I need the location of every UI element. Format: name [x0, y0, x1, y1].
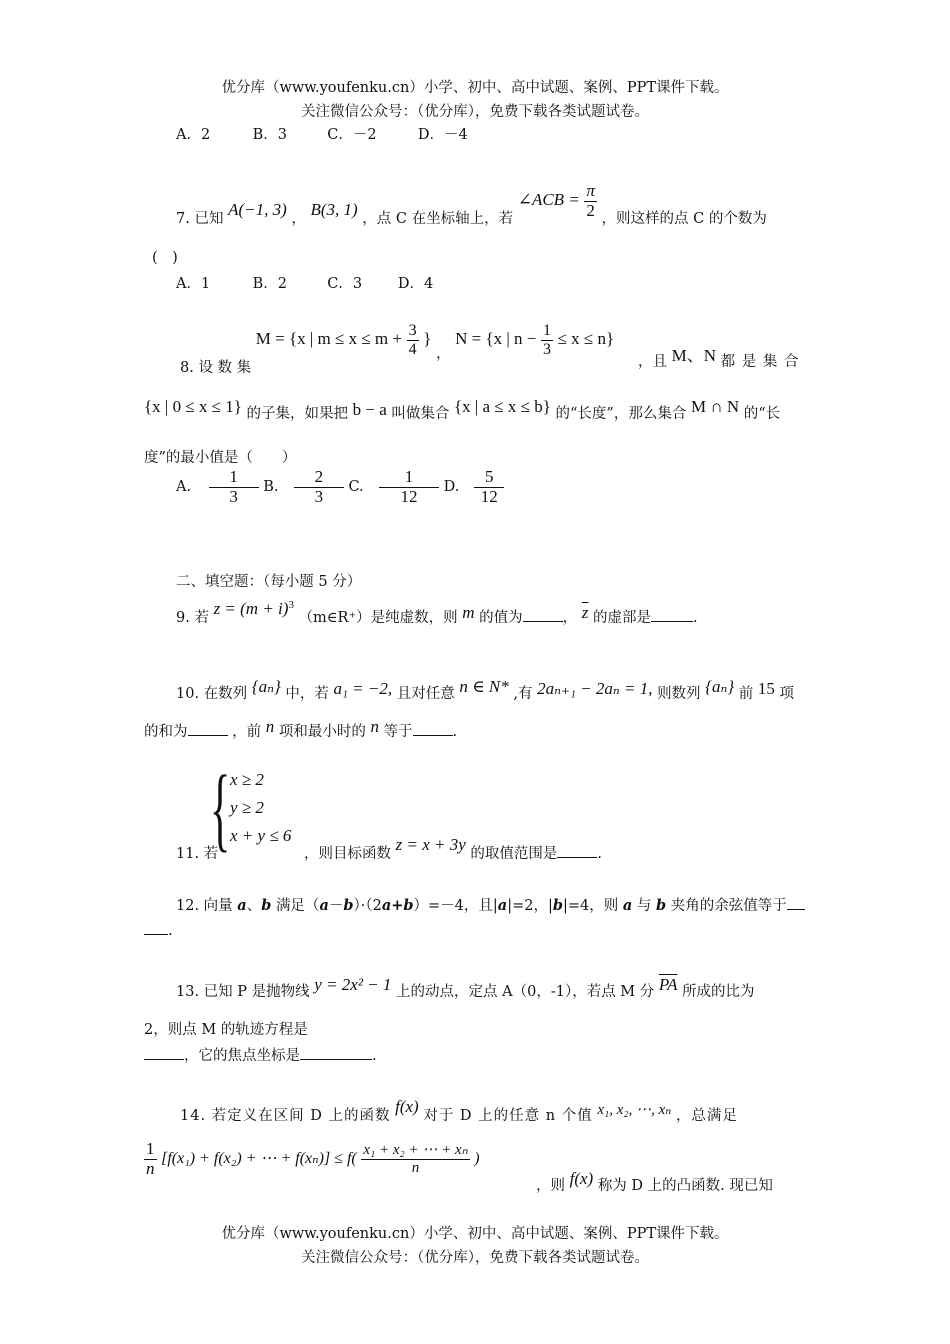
q10-n-in-n: n ∈ N*: [459, 677, 509, 696]
q10-prefix: 10. 在数列: [176, 686, 248, 702]
q7-comma: ，: [291, 211, 306, 228]
q10-line2d: 等于: [383, 724, 413, 740]
q13-vector-pa: $\overline{PA}$: [658, 975, 678, 994]
q10-text6: 项: [779, 686, 794, 702]
q9-blank-2[interactable]: [651, 607, 693, 622]
q12-a2: a: [622, 897, 633, 914]
q8-option-a-label: A.: [176, 479, 192, 496]
q13-blank-1[interactable]: [144, 1045, 184, 1060]
q10-line2a: 的和为: [144, 724, 188, 740]
q12-b2: b: [656, 897, 667, 914]
q11-system: [230, 766, 291, 850]
q12-line-2: [144, 920, 173, 939]
q12-blank-a[interactable]: [787, 895, 805, 910]
q9-m: m: [462, 603, 475, 622]
q7-text1: ，点 C 在坐标轴上，若: [362, 211, 514, 228]
question-7: [176, 181, 767, 238]
q7-point-b: B(3, 1): [310, 200, 358, 220]
q14-prefix: 14. 若定义在区间 D 上的函数: [180, 1108, 391, 1124]
question-9: [176, 599, 698, 627]
q11-prefix: 11. 若: [176, 846, 219, 862]
q11-text2: 的取值范围是: [470, 846, 558, 862]
q6-options: [176, 123, 468, 144]
question-10-line-2: [144, 717, 458, 741]
q13-text1: 上的动点，定点 A（0，-1），若点 M 分: [396, 984, 655, 1000]
q8-text4: 叫做集合: [391, 406, 450, 422]
q8-set-m-close: }: [423, 329, 432, 349]
q8-set-n: N = {x | n −: [455, 329, 537, 349]
q9-text1: 的值为: [479, 610, 523, 626]
q14-xs: x₁, x₂, ⋯, xₙ: [597, 1102, 672, 1118]
q7-prefix: 7. 已知: [176, 211, 224, 228]
q8-line-3: 度”的最小值是（ ）: [144, 450, 297, 466]
q9-exponent: 3: [288, 599, 294, 612]
q14-fx: f(x): [395, 1097, 419, 1116]
q8-option-a-value: $\frac{1}{3}$: [209, 468, 259, 506]
q9-end: .: [692, 610, 698, 626]
q8-frac-3-4: $\frac{3}{4}$: [408, 322, 417, 358]
header-line-1: 优分库（www.youfenku.cn）小学、初中、高中试题、案例、PPT课件下载。: [221, 80, 729, 96]
q11-brace: {: [210, 757, 231, 861]
q14-fx-2: f(x): [569, 1169, 594, 1188]
q8-comma: ，: [436, 346, 451, 363]
q8-text6: 的“长: [743, 406, 781, 422]
q9-comma: ，: [562, 610, 578, 626]
q10-a1: a₁ = −2,: [333, 679, 393, 698]
q13-line3b: ，它的焦点坐标是: [184, 1048, 300, 1064]
q8-text5: 的“长度”，那么集合: [555, 406, 687, 422]
question-13-line-1: [176, 975, 755, 1001]
q9-prefix: 9. 若: [176, 610, 209, 626]
q8-prefix: 8. 设 数 集: [180, 360, 252, 377]
q8-set-ab: {x | a ≤ x ≤ b}: [453, 397, 551, 416]
q10-n-1: n: [265, 717, 275, 736]
question-14-line-2-tail: [536, 1169, 773, 1195]
q8-text1: ，且: [638, 354, 667, 370]
q12-t3: ）=－4，且|: [413, 898, 498, 914]
q12-t5: |=4，则: [563, 898, 619, 914]
q14-text4: 称为 D 上的凸函数. 现已知: [597, 1178, 773, 1194]
q8-option-d-value: $\frac{5}{12}$: [474, 468, 504, 506]
q8-b-minus-a: b − a: [352, 400, 387, 419]
q8-option-d-label: D.: [443, 479, 460, 496]
q14-ineq-close: ): [474, 1150, 480, 1168]
q11-constraint-2: y ≥ 2: [230, 798, 264, 817]
q8-line-1-tail: [638, 346, 799, 371]
question-13-line-3: [144, 1044, 377, 1065]
q8-intersection: M ∩ N: [690, 397, 740, 416]
q8-frac-1-3: $\frac{1}{3}$: [542, 322, 551, 358]
q7-option-b: B．2: [252, 276, 287, 292]
q10-text2: 且对任意: [396, 686, 455, 702]
q12-t6: 与: [636, 898, 652, 914]
q6-option-a: A．2: [176, 127, 211, 143]
q7-options: [176, 272, 433, 293]
footer-line-2: 关注微信公众号：（优分库），免费下载各类试题试卷。: [301, 1250, 649, 1266]
q13-curve: y = 2x² − 1: [314, 975, 392, 994]
q12-prefix: 12. 向量: [176, 898, 233, 914]
q8-options: [176, 468, 504, 528]
q12-t4: |=2，|: [507, 898, 553, 914]
q10-recurrence: 2aₙ₊₁ − 2aₙ = 1,: [537, 679, 653, 698]
q8-set-01: {x | 0 ≤ x ≤ 1}: [144, 397, 242, 416]
q14-text2: ，总满足: [675, 1108, 738, 1124]
q11-constraint-1: x ≥ 2: [230, 770, 264, 789]
q14-one-over-n: $\frac{1}{n}$: [146, 1139, 155, 1178]
q7-angle: ∠ACB =: [517, 190, 580, 210]
q12-end: .: [168, 923, 173, 939]
q10-text1: 中，若: [285, 686, 329, 702]
q12-norm-b: b: [552, 897, 563, 914]
q12-t2: ）·（2: [353, 898, 382, 914]
q11-constraint-3: x + y ≤ 6: [230, 826, 292, 845]
q12-amb-a: a: [319, 897, 329, 914]
q10-line2c: 项和最小时的: [278, 724, 366, 740]
q10-line2b: ，前: [232, 724, 262, 740]
q8-text2: 都 是 集 合: [720, 354, 800, 370]
q10-text4: 则数列: [657, 686, 701, 702]
q13-prefix: 13. 已知 P 是抛物线: [176, 984, 310, 1000]
q6-option-b: B．3: [252, 127, 287, 143]
q7-option-d: D．4: [397, 276, 434, 292]
q12-blank-b[interactable]: [144, 920, 168, 935]
q8-option-b-value: $\frac{2}{3}$: [294, 468, 344, 506]
q13-blank-2[interactable]: [300, 1045, 372, 1060]
header-line-2: 关注微信公众号：（优分库），免费下载各类试题试卷。: [301, 104, 649, 120]
q12-t7: 夹角的余弦值等于: [670, 898, 787, 914]
q12-t1: 满足（: [275, 898, 320, 914]
q12-apb-b: b: [403, 897, 414, 914]
q14-text3: ，则: [536, 1178, 565, 1194]
q10-fifteen: 15: [757, 679, 775, 698]
q9-cond: （m∈R⁺）是纯虚数，则: [298, 610, 458, 626]
q10-end: .: [452, 724, 458, 740]
q10-blank-1[interactable]: [188, 721, 228, 736]
q12-plus: +: [391, 897, 404, 914]
question-8-line-1: [180, 322, 615, 377]
q13-text2: 所成的比为: [682, 984, 755, 1000]
q12-norm-a: a: [497, 897, 508, 914]
q10-text5: 前: [738, 686, 754, 702]
question-10-line-1: [176, 677, 794, 703]
q10-n-2: n: [370, 717, 379, 736]
q11-text1: ，则目标函数: [304, 846, 391, 862]
q10-an: {aₙ}: [251, 677, 281, 696]
q8-option-c-value: $\frac{1}{12}$: [379, 468, 439, 506]
q13-end: .: [372, 1048, 377, 1064]
question-12: [176, 894, 805, 915]
q7-paren: ( ): [152, 250, 178, 266]
q11-end: .: [597, 846, 602, 862]
q8-text3: 的子集，如果把: [246, 406, 348, 422]
q13-line-2: 2，则点 M 的轨迹方程是: [144, 1022, 308, 1038]
q8-option-c-label: C.: [348, 479, 364, 496]
q10-an-2: {aₙ}: [705, 677, 735, 696]
q12-sep: 、: [246, 898, 262, 914]
q11-objective: z = x + 3y: [395, 835, 466, 854]
footer-line-1: 优分库（www.youfenku.cn）小学、初中、高中试题、案例、PPT课件下载。: [221, 1226, 729, 1242]
q9-expr: z = (m + i): [213, 599, 289, 618]
q9-blank-1[interactable]: [523, 607, 563, 622]
q12-vec-a: a: [237, 897, 247, 914]
section-2-title: 二、填空题：（每小题 5 分）: [176, 574, 362, 590]
q14-text1: 对于 D 上的任意 n 个值: [423, 1108, 593, 1124]
q12-amb-b: b: [343, 897, 354, 914]
q8-set-n-close: ≤ x ≤ n}: [557, 329, 615, 349]
q14-ineq-left: [f(x₁) + f(x₂) + ⋯ + f(xₙ)] ≤ f(: [161, 1150, 357, 1168]
question-14-line-2: [144, 1140, 480, 1190]
q12-vec-b: b: [261, 897, 272, 914]
q7-option-a: A．1: [176, 276, 211, 292]
q14-mean-frac: $\frac{\text{x₁ + x₂ + ⋯ + xₙ}}{n}$: [363, 1142, 468, 1176]
q8-set-m: M = {x | m ≤ x ≤ m +: [255, 329, 402, 349]
q8-option-b-label: B.: [263, 479, 279, 496]
q10-text3: ,有: [513, 686, 533, 702]
q9-text2: 的虚部是: [592, 610, 651, 626]
q7-pi-over-2: $\frac{\pi}{2}$: [586, 181, 595, 220]
q6-option-d: D．－4: [417, 127, 468, 143]
question-8-line-2: [144, 397, 781, 423]
q6-option-c: C．－2: [327, 127, 377, 143]
q11-blank[interactable]: [557, 843, 597, 858]
q7-point-a: A(−1, 3): [228, 200, 287, 220]
q12-minus: －: [328, 898, 344, 914]
q8-mn: M、N: [671, 346, 717, 365]
question-14-line-1: [180, 1097, 738, 1125]
question-11-tail: [304, 835, 602, 863]
q10-blank-2[interactable]: [413, 721, 453, 736]
q12-apb-a: a: [381, 897, 392, 914]
q9-zbar: $\overline{z}$: [581, 603, 589, 622]
q7-option-c: C．3: [327, 276, 363, 292]
q7-text2: ，则这样的点 C 的个数为: [601, 211, 767, 228]
